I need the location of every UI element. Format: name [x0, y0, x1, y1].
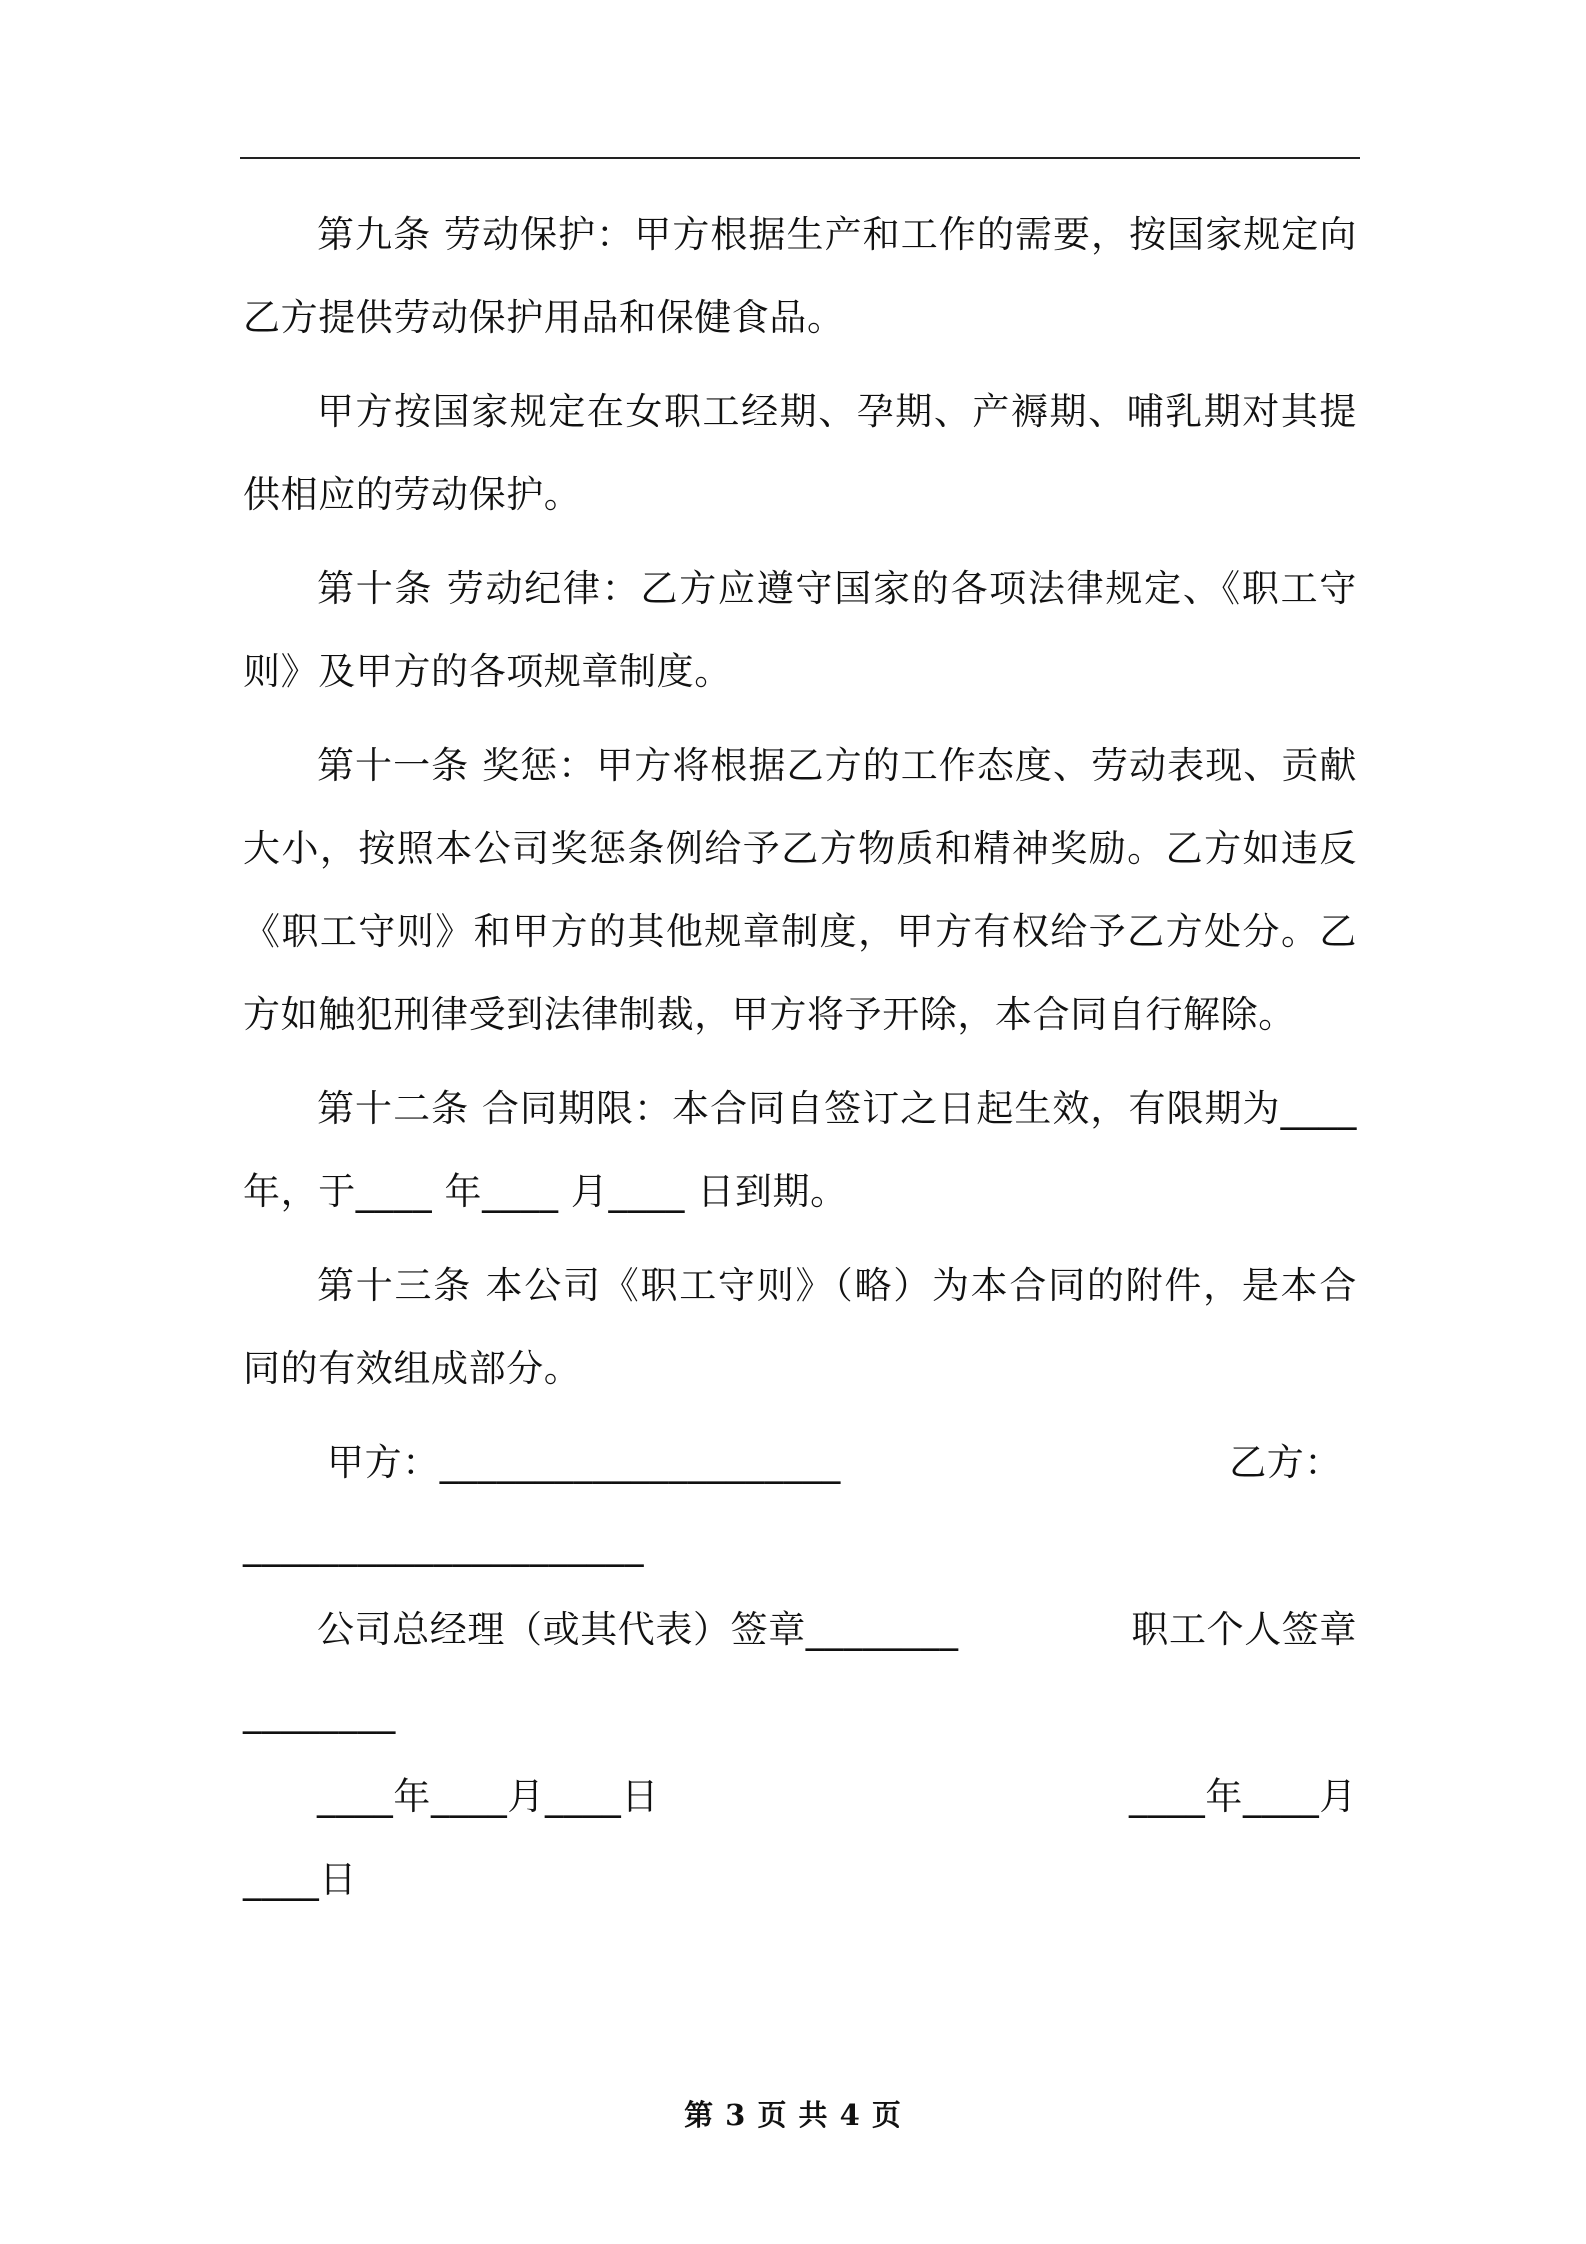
date-party-b: ____年____月 — [1129, 1775, 1357, 1818]
article-13: 第十三条 本公司《职工守则》（略）为本合同的附件，是本合同的有效组成部分。 — [243, 1264, 1357, 1390]
party-a-signature: 甲方：_____________________ — [327, 1441, 841, 1484]
seal-row — [243, 1588, 1357, 1671]
employee-seal-line: ________ — [243, 1691, 396, 1734]
party-signature-row — [243, 1421, 1357, 1504]
employee-seal: 职工个人签章 — [1131, 1608, 1357, 1651]
article-10: 第十条 劳动纪律：乙方应遵守国家的各项法律规定、《职工守则》及甲方的各项规章制度。 — [243, 567, 1357, 693]
manager-seal: 公司总经理（或其代表）签章________ — [317, 1608, 959, 1651]
date-row — [243, 1755, 1357, 1838]
date-party-b-day: ____日 — [243, 1858, 357, 1901]
article-12: 第十二条 合同期限：本合同自签订之日起生效，有限期为____年，于____ 年____ 月____ 日到期。 — [243, 1087, 1357, 1213]
document-body — [243, 193, 1357, 1921]
party-b-label: 乙方： — [1229, 1441, 1342, 1484]
header-rule — [240, 157, 1360, 159]
article-11: 第十一条 奖惩：甲方将根据乙方的工作态度、劳动表现、贡献大小，按照本公司奖惩条例给予乙方物质和精神奖励。乙方如违反《职工守则》和甲方的其他规章制度，甲方有权给予乙方处分。乙方如触犯刑律受到法律制裁，甲方将予开除，本合同自行解除。 — [243, 744, 1357, 1036]
party-b-signature-line: _____________________ — [243, 1524, 645, 1567]
date-party-a: ____年____月____日 — [317, 1775, 659, 1818]
article-9: 第九条 劳动保护：甲方根据生产和工作的需要，按国家规定向乙方提供劳动保护用品和保健食品。 — [243, 213, 1357, 339]
page-number: 第 3 页 共 4 页 — [684, 2098, 902, 2132]
article-9-continued: 甲方按国家规定在女职工经期、孕期、产褥期、哺乳期对其提供相应的劳动保护。 — [243, 390, 1357, 516]
